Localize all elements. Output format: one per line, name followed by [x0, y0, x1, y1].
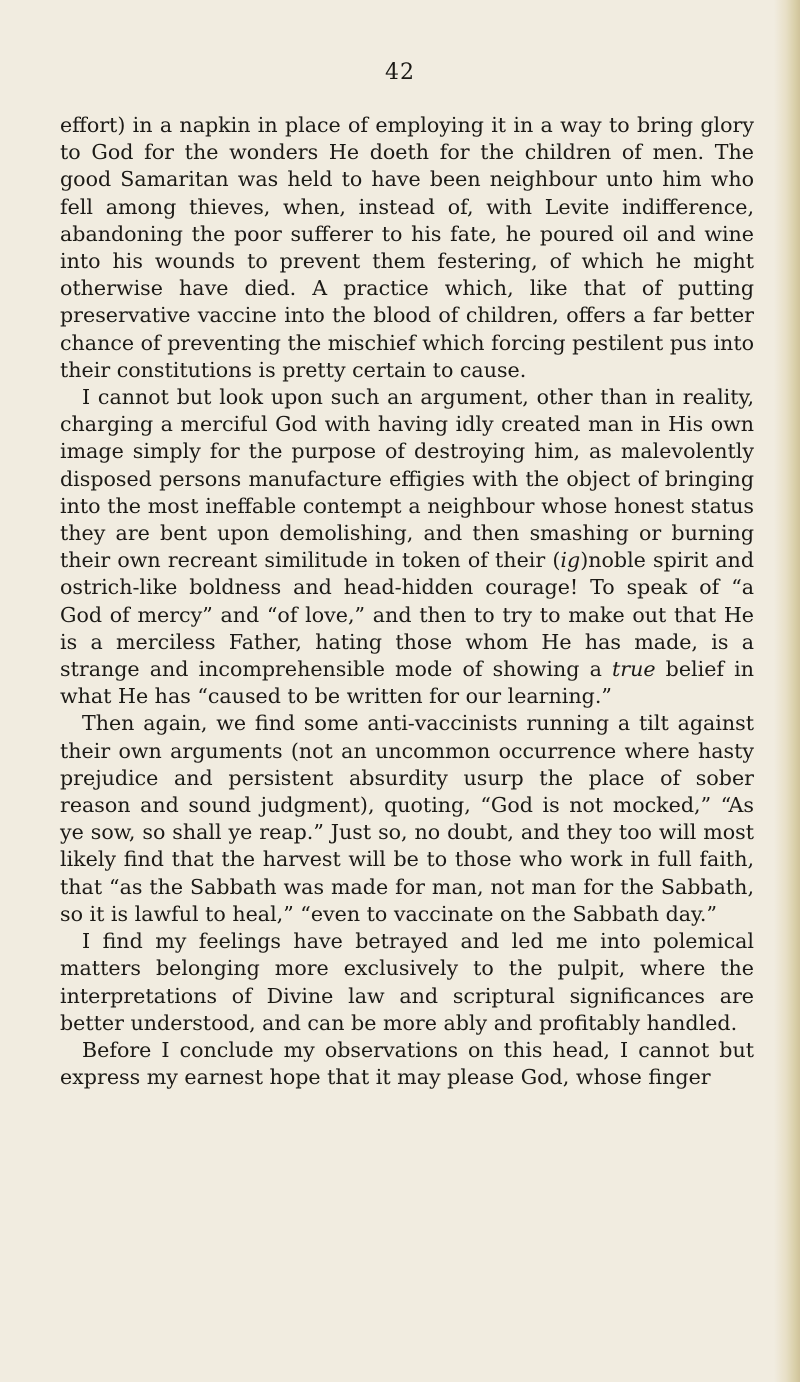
paragraph — [60, 112, 754, 384]
paragraph — [60, 384, 754, 710]
paragraph — [60, 928, 754, 1037]
text-run: belief in what He has “caused to be written for our learning.” — [60, 657, 754, 709]
body-text — [60, 112, 754, 1091]
italic-text: true — [611, 657, 656, 682]
text-run: I cannot but look upon such an argument, other than in reality, charging a merciful God with having idly created man in His own image simply for the purpose of destroying him, as malevolently disposed persons manufacture effigies with the object of bringing into the most ineffable contempt a neighbour whose honest status they are bent upon demolishing, and then smashing or burning their own recreant similitude in token of their ( — [60, 385, 754, 573]
page-number: 42 — [385, 60, 415, 85]
text-run: Then again, we find some anti-vaccinists running a tilt against their own arguments (not an uncommon occurrence where hasty prejudice and persistent absurdity usurp the place of sober reason and sound judgment), quoting, “God is not mocked,” “As ye sow, so shall ye reap.” Just so, no doubt, and they too will most likely find that the harvest will be to those who work in full faith, that “as the Sabbath was made for man, not man for the Sabbath, so it is lawful to heal,” “even to vaccinate on the Sabbath day.” — [60, 711, 754, 926]
page-edge-shadow — [774, 0, 800, 1382]
text-run: Before I conclude my observations on this head, I cannot but express my earnest hope that it may please God, whose finger — [60, 1037, 754, 1090]
text-run: I find my feelings have betrayed and led me into polemical matters belonging more exclusively to the pulpit, where the interpretations of Divine law and scriptural significances are better understood, and can be more ably and profitably handled. — [60, 929, 754, 1035]
paragraph — [60, 710, 754, 928]
italic-text: ig — [560, 548, 581, 573]
text-run: effort) in a napkin in place of employing it in a way to bring glory to God for the wonders He doeth for the children of men. The good Samaritan was held to have been neighbour unto him who fell among thieves, when, instead of, with Levite indifference, abandoning the poor sufferer to his fate, he poured oil and wine into his wounds to prevent them festering, of which he might otherwise have died. A practice which, like that of putting preservative vaccine into the blood of children, offers a far better chance of preventing the mischief which forcing pestilent pus into their constitutions is pretty certain to cause. — [60, 113, 754, 382]
text-run: )noble spirit and ostrich-like boldness and head-hidden courage! To speak of “a God of mercy” and “of love,” and then to try to make out that He is a merciless Father, hating those whom He has made, is a strange and incomprehensible mode of showing a — [60, 548, 755, 682]
paragraph — [60, 1037, 754, 1091]
